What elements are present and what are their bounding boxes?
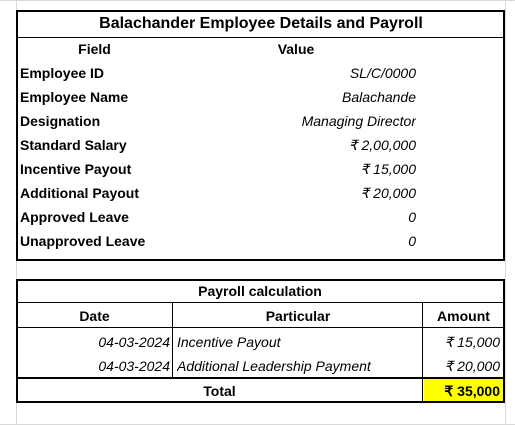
value-employee-name: Balachande xyxy=(342,89,416,105)
field-employee-id: Employee ID xyxy=(20,65,105,81)
value-designation: Managing Director xyxy=(301,113,416,129)
header-amount: Amount xyxy=(437,308,490,324)
border xyxy=(16,279,18,403)
value-incentive-payout: ₹ 15,000 xyxy=(360,161,416,177)
field-additional-payout: Additional Payout xyxy=(20,185,139,201)
border xyxy=(16,279,505,281)
total-label: Total xyxy=(203,383,236,399)
value-unapproved-leave: 0 xyxy=(408,233,416,249)
value-approved-leave: 0 xyxy=(408,209,416,225)
border xyxy=(16,302,505,303)
border xyxy=(503,10,505,261)
header-field: Field xyxy=(78,41,111,57)
border xyxy=(422,302,423,403)
field-standard-salary: Standard Salary xyxy=(20,137,127,153)
field-unapproved-leave: Unapproved Leave xyxy=(20,233,146,249)
value-standard-salary: ₹ 2,00,000 xyxy=(348,137,416,153)
gridline xyxy=(505,0,506,425)
header-date: Date xyxy=(79,308,110,324)
payroll-row-2-amount: ₹ 20,000 xyxy=(444,358,500,374)
payroll-row-2-date: 04-03-2024 xyxy=(98,358,170,374)
payroll-row-2-particular: Additional Leadership Payment xyxy=(177,358,371,374)
field-approved-leave: Approved Leave xyxy=(20,209,129,225)
field-designation: Designation xyxy=(20,113,101,129)
header-particular: Particular xyxy=(265,308,331,324)
border xyxy=(16,259,505,261)
payroll-title: Payroll calculation xyxy=(198,283,322,299)
border xyxy=(16,377,505,379)
border xyxy=(16,10,505,12)
value-additional-payout: ₹ 20,000 xyxy=(360,185,416,201)
payroll-row-1-particular: Incentive Payout xyxy=(177,334,281,350)
border xyxy=(172,302,173,377)
field-incentive-payout: Incentive Payout xyxy=(20,161,132,177)
border xyxy=(16,10,18,261)
border xyxy=(16,401,505,403)
border xyxy=(16,37,505,38)
payroll-row-1-amount: ₹ 15,000 xyxy=(444,334,500,350)
gridline xyxy=(0,0,515,1)
border xyxy=(503,279,505,403)
total-amount: ₹ 35,000 xyxy=(424,379,503,403)
field-employee-name: Employee Name xyxy=(20,89,129,105)
border xyxy=(16,327,505,328)
payroll-row-1-date: 04-03-2024 xyxy=(98,334,170,350)
header-value: Value xyxy=(277,41,315,57)
value-employee-id: SL/C/0000 xyxy=(349,65,416,81)
page-title: Balachander Employee Details and Payroll xyxy=(99,15,423,32)
